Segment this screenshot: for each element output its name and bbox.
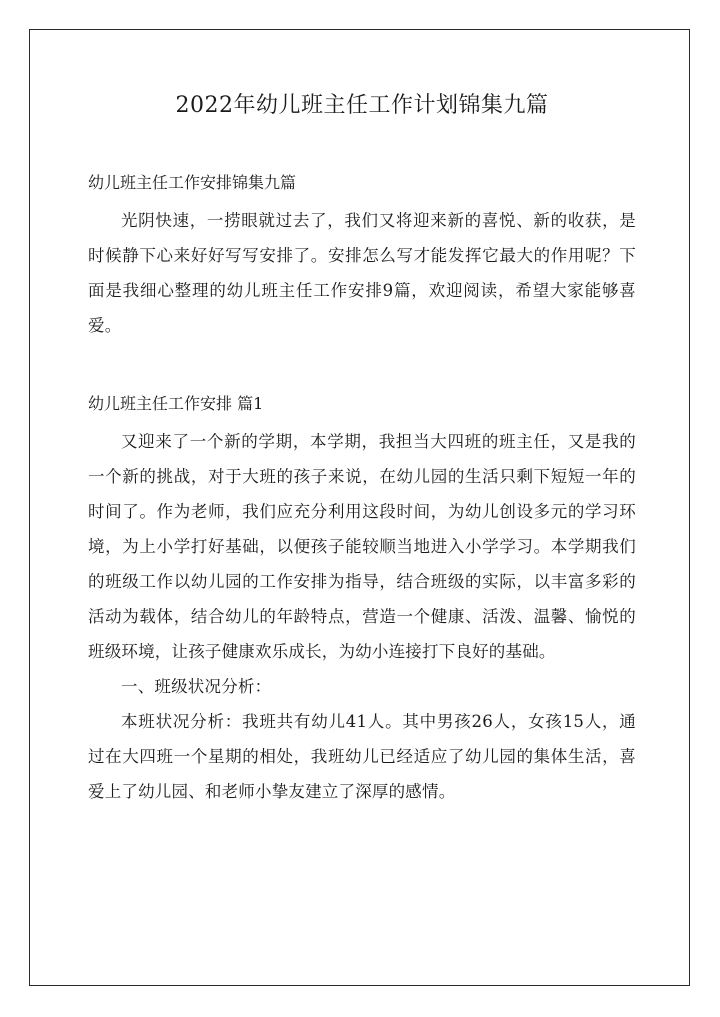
- section1-paragraph2: 本班状况分析：我班共有幼儿41人。其中男孩26人，女孩15人，通过在大四班一个星期的相处，我班幼儿已经适应了幼儿园的集体生活，喜爱上了幼儿园、和老师小挚友建立了深厚的感情。: [88, 712, 636, 801]
- section1-heading: 幼儿班主任工作安排 篇1: [88, 394, 264, 413]
- document-body: [88, 88, 636, 809]
- intro-paragraph: 光阴快速，一捞眼就过去了，我们又将迎来新的喜悦、新的收获，是时候静下心来好好写写安排了。安排怎么写才能发挥它最大的作用呢？下面是我细心整理的幼儿班主任工作安排9篇，欢迎阅读，希望大家能够喜爱。: [88, 211, 636, 335]
- document-title: 2022年幼儿班主任工作计划锦集九篇: [175, 93, 549, 118]
- section1-paragraph1: 又迎来了一个新的学期，本学期，我担当大四班的班主任，又是我的一个新的挑战，对于大班的孩子来说，在幼儿园的生活只剩下短短一年的时间了。作为老师，我们应充分利用这段时间，为幼儿创设多元的学习环境，为上小学打好基础，以便孩子能较顺当地进入小学学习。本学期我们的班级工作以幼儿园的工作安排为指导，结合班级的实际，以丰富多彩的活动为载体，结合幼儿的年龄特点，营造一个健康、活泼、温馨、愉悦的班级环境，让孩子健康欢乐成长，为幼小连接打下良好的基础。: [88, 432, 636, 661]
- intro-heading: 幼儿班主任工作安排锦集九篇: [88, 173, 297, 192]
- section1-subheading: 一、班级状况分析：: [121, 677, 272, 696]
